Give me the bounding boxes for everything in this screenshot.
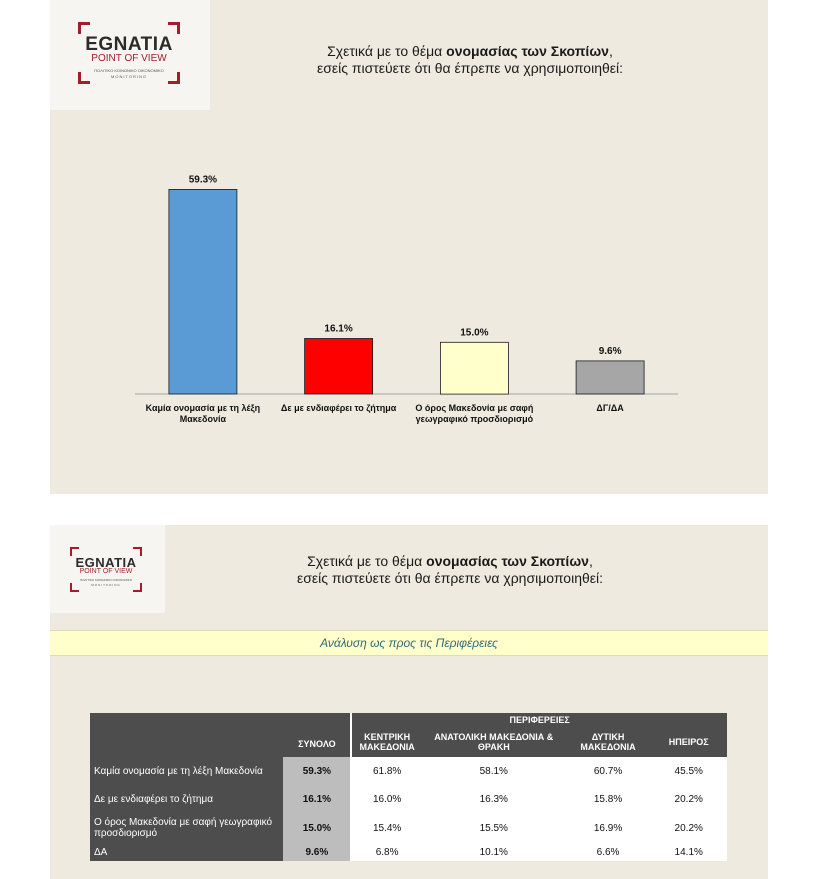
- cell-value: 61.8%: [351, 757, 422, 785]
- category-label: [281, 403, 397, 413]
- cell-value: 16.0%: [351, 785, 422, 813]
- category-label-line: Ο όρος Μακεδονία με σαφή: [415, 403, 534, 413]
- category-label: [415, 403, 533, 424]
- row-label: Καμία ονομασία με τη λέξη Μακεδονία: [90, 757, 283, 785]
- column-header: ΗΠΕΙΡΟΣ: [650, 727, 727, 757]
- cell-value: 58.1%: [422, 757, 566, 785]
- cell-value: 6.6%: [566, 843, 651, 861]
- cell-value: 10.1%: [422, 843, 566, 861]
- chart-panel: [50, 0, 768, 494]
- data-label: 9.6%: [598, 345, 622, 357]
- results-table: [90, 713, 727, 861]
- column-header: ΑΝΑΤΟΛΙΚΗ ΜΑΚΕΔΟΝΙΑ & ΘΡΑΚΗ: [422, 727, 566, 757]
- row-label: Ο όρος Μακεδονία με σαφή γεωγραφικό προσδιορισμό: [90, 813, 283, 843]
- table-row: [90, 843, 727, 861]
- cell-value: 60.7%: [566, 757, 651, 785]
- question-title: Σχετικά με το θέμα ονομασίας των Σκοπίων, εσείς πιστεύετε ότι θα έπρεπε να χρησιμοποιηθεί:: [296, 553, 604, 586]
- cell-value: 6.8%: [351, 843, 422, 861]
- category-label: [596, 403, 624, 413]
- table-panel: [50, 525, 768, 879]
- category-label-line: Δε με ενδιαφέρει το ζήτημα: [280, 403, 397, 413]
- data-label: 15.0%: [460, 327, 489, 339]
- bar-3: [440, 342, 508, 394]
- row-total: 59.3%: [283, 757, 351, 785]
- category-label: [146, 403, 260, 424]
- bar-1: [169, 189, 237, 394]
- cell-value: 20.2%: [650, 813, 727, 843]
- egnatia-logo: EGNATIA POINT OF VIEW ΠΟΛΙΤΙΚΟ ΚΟΙΝΩΝΙΚΟ ΟΙΚΟΝΟΜΙΚΟ MONITORING: [70, 547, 142, 592]
- bar-4: [576, 361, 644, 394]
- row-label: ΔΑ: [90, 843, 283, 861]
- category-label-line: γεωγραφικό προσδιορισμό: [415, 414, 534, 424]
- bar-chart-svg: [50, 0, 768, 494]
- data-label: 59.3%: [188, 174, 218, 186]
- cell-value: 14.1%: [650, 843, 727, 861]
- cell-value: 15.5%: [422, 813, 566, 843]
- data-label: 16.1%: [324, 323, 353, 335]
- cell-value: 16.3%: [422, 785, 566, 813]
- cell-value: 15.8%: [566, 785, 651, 813]
- cell-value: 15.4%: [351, 813, 422, 843]
- category-label-line: Μακεδονία: [179, 414, 227, 424]
- analysis-band: Ανάλυση ως προς τις Περιφέρειες: [50, 630, 768, 656]
- question-title: Σχετικά με το θέμα ονομασίας των Σκοπίων, εσείς πιστεύετε ότι θα έπρεπε να χρησιμοποιηθεί:: [316, 43, 624, 76]
- egnatia-logo: EGNATIA POINT OF VIEW ΠΟΛΙΤΙΚΟ ΚΟΙΝΩΝΙΚΟ ΟΙΚΟΝΟΜΙΚΟ MONITORING: [78, 22, 180, 84]
- bar-chart: [50, 0, 768, 494]
- column-header: ΚΕΝΤΡΙΚΗ ΜΑΚΕΔΟΝΙΑ: [351, 727, 422, 757]
- cell-value: 20.2%: [650, 785, 727, 813]
- cell-value: 16.9%: [566, 813, 651, 843]
- row-total: 16.1%: [283, 785, 351, 813]
- total-header: ΣΥΝΟΛΟ: [283, 713, 351, 757]
- row-label: Δε με ενδιαφέρει το ζήτημα: [90, 785, 283, 813]
- row-total: 15.0%: [283, 813, 351, 843]
- table-row: [90, 757, 727, 785]
- cell-value: 45.5%: [650, 757, 727, 785]
- column-header: ΔΥΤΙΚΗ ΜΑΚΕΔΟΝΙΑ: [566, 727, 651, 757]
- group-header: ΠΕΡΙΦΕΡΕΙΕΣ: [351, 713, 727, 727]
- table-row: [90, 813, 727, 843]
- logo-tile: [50, 525, 165, 613]
- category-label-line: ΔΓ/ΔΑ: [596, 403, 624, 413]
- bar-2: [305, 339, 373, 395]
- row-total: 9.6%: [283, 843, 351, 861]
- table-corner: [90, 713, 283, 757]
- table-row: [90, 785, 727, 813]
- category-label-line: Καμία ονομασία με τη λέξη: [145, 403, 261, 413]
